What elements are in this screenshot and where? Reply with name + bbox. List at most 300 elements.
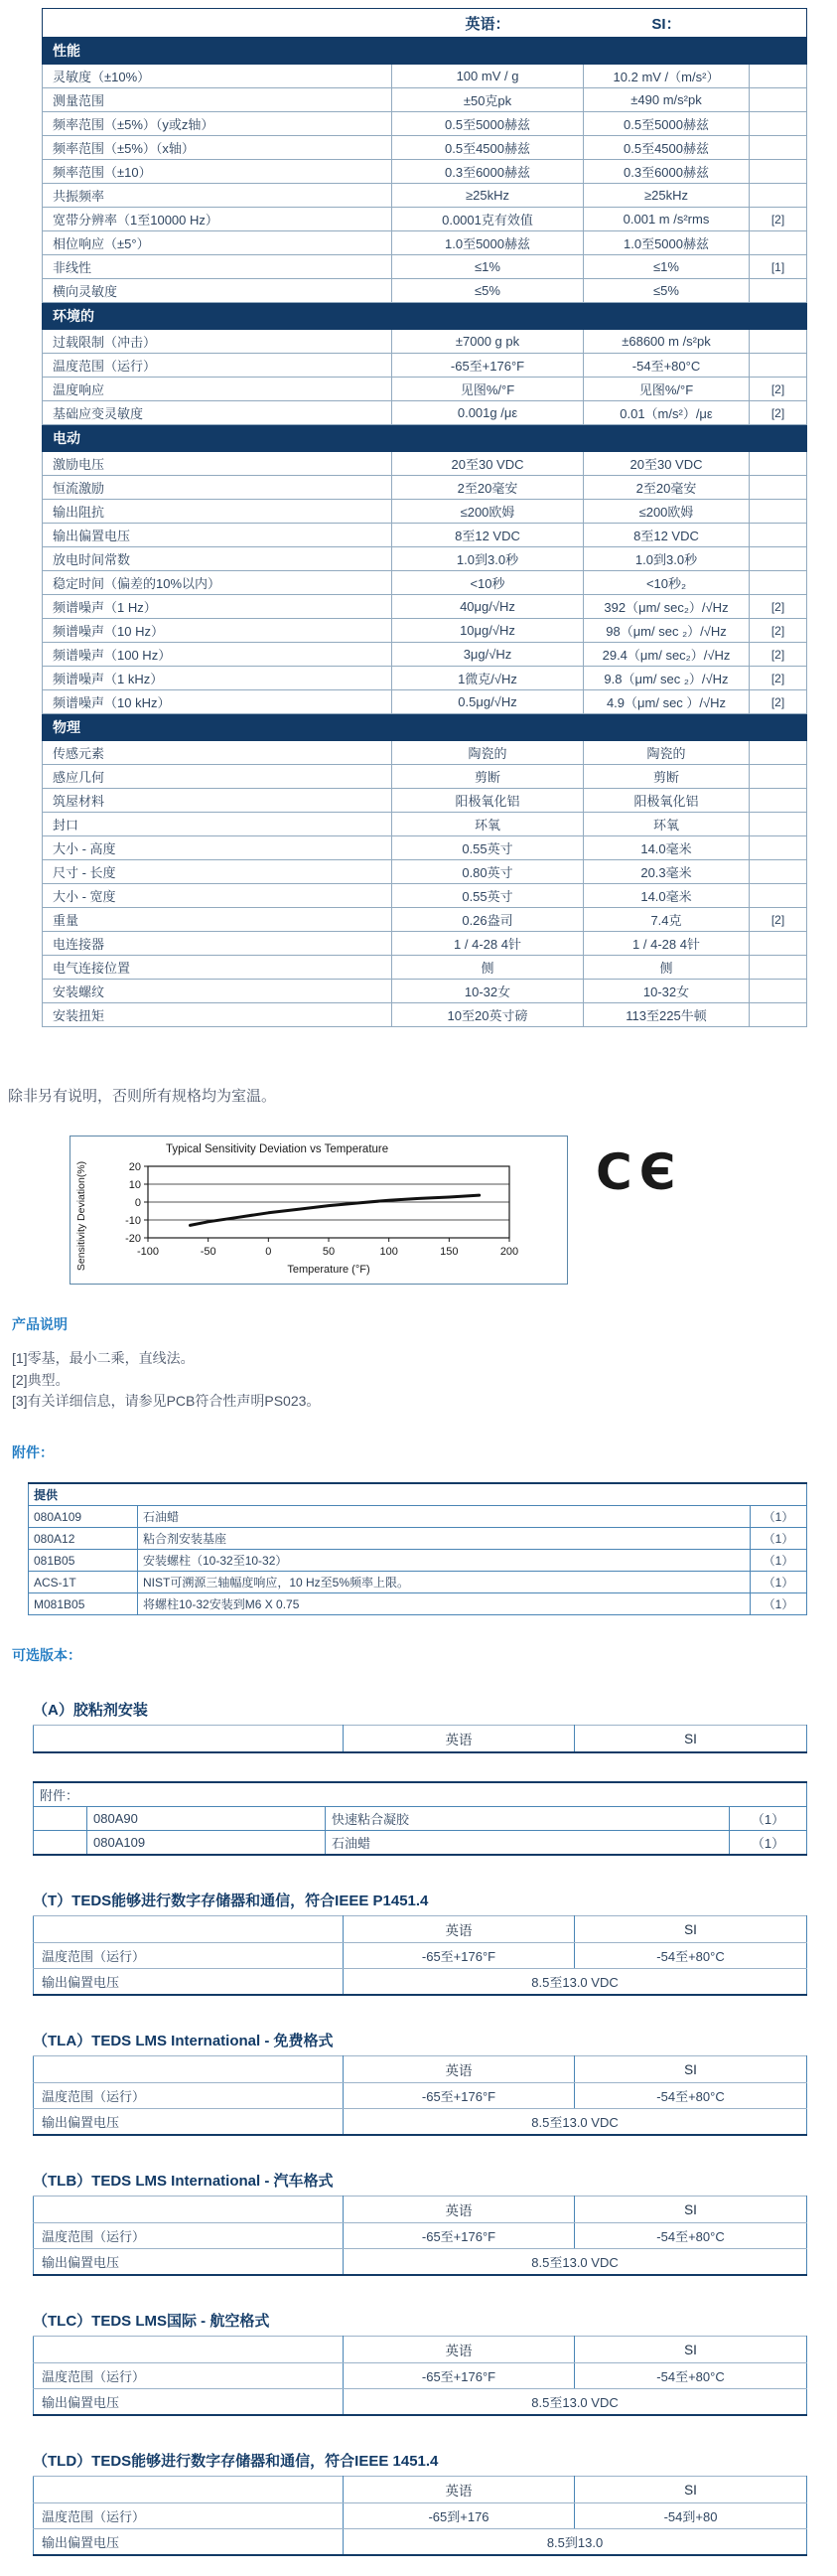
version-header-en: 英语 — [344, 2197, 575, 2223]
attachment-model: ACS-1T — [29, 1572, 138, 1593]
spec-value-en: 1.0至5000赫兹 — [392, 231, 584, 255]
version-heading-TLB: （TLB）TEDS LMS International - 汽车格式 — [33, 2173, 334, 2191]
spec-value-si: 10.2 mV /（m/s²） — [584, 65, 750, 88]
spec-value-en: 0.0001克有效值 — [392, 208, 584, 231]
spec-row — [43, 136, 807, 160]
version-attachment-desc: 快速粘合凝胶 — [326, 1807, 730, 1831]
spec-row — [43, 908, 807, 932]
attachment-desc: 将螺柱10-32安装到M6 X 0.75 — [138, 1593, 751, 1615]
version-table-T — [33, 1915, 807, 1996]
spec-value-en: 陶瓷的 — [392, 741, 584, 765]
version-label-cell: 温度范围（运行） — [34, 2363, 344, 2389]
spec-note-cell — [750, 279, 807, 303]
optional-versions-container — [0, 1699, 837, 2556]
svg-text:10: 10 — [128, 1179, 141, 1191]
spec-value-si: 侧 — [584, 956, 750, 980]
spec-label-cell: 温度响应 — [43, 378, 392, 401]
spec-value-si: 0.01（m/s²）/με — [584, 401, 750, 425]
version-heading-TLD: （TLD）TEDS能够进行数字存储器和通信，符合IEEE 1451.4 — [33, 2453, 439, 2471]
spec-section-header: 电动 — [43, 425, 807, 452]
svg-text:200: 200 — [499, 1246, 519, 1258]
attachment-model: M081B05 — [29, 1593, 138, 1615]
spec-label-cell: 传感元素 — [43, 741, 392, 765]
spec-label-cell: 大小 - 宽度 — [43, 884, 392, 908]
spec-value-si: 14.0毫米 — [584, 836, 750, 860]
version-attachments-header: 附件： — [34, 1782, 807, 1807]
version-attachment-desc: 石油蜡 — [326, 1831, 730, 1856]
spec-value-en: 3μg/√Hz — [392, 643, 584, 667]
spec-value-en: ≤1% — [392, 255, 584, 279]
spec-label-cell: 封口 — [43, 813, 392, 836]
spec-label-cell: 电连接器 — [43, 932, 392, 956]
spec-row — [43, 524, 807, 547]
version-header-empty — [34, 1916, 344, 1943]
spec-label-cell: 重量 — [43, 908, 392, 932]
spec-value-en: 0.55英寸 — [392, 884, 584, 908]
spec-value-en: 剪断 — [392, 765, 584, 789]
spec-note-cell — [750, 765, 807, 789]
spec-value-si: ±490 m/s²pk — [584, 88, 750, 112]
version-header-empty — [34, 2056, 344, 2083]
spec-section-row — [43, 38, 807, 65]
spec-label-cell: 频谱噪声（10 Hz） — [43, 619, 392, 643]
spec-row — [43, 741, 807, 765]
version-header-en: 英语 — [344, 2056, 575, 2083]
version-attachments-header-row — [34, 1782, 807, 1807]
spec-note-cell — [750, 500, 807, 524]
spec-value-en: 0.80英寸 — [392, 860, 584, 884]
spec-row — [43, 813, 807, 836]
room-temp-note: 除非另有说明，否则所有规格均为室温。 — [8, 1088, 277, 1105]
version-heading-TLC: （TLC）TEDS LMS国际 - 航空格式 — [33, 2313, 270, 2331]
spec-value-en: ±7000 g pk — [392, 330, 584, 354]
spec-value-en: <10秒 — [392, 571, 584, 595]
product-note-item: [3]有关详细信息，请参见PCB符合性声明PS023。 — [12, 1393, 321, 1410]
spec-value-en: 10μg/√Hz — [392, 619, 584, 643]
spec-row — [43, 836, 807, 860]
page-bottom-spacer — [0, 2556, 837, 2576]
version-header-row — [34, 2197, 807, 2223]
spec-label-cell: 恒流激励 — [43, 476, 392, 500]
spec-row — [43, 500, 807, 524]
spec-note-cell — [750, 452, 807, 476]
spec-label-cell: 安装扭矩 — [43, 1003, 392, 1027]
spec-note-cell — [750, 330, 807, 354]
version-row — [34, 1943, 807, 1969]
attachments-header-row — [29, 1483, 807, 1506]
spec-value-en: 见图%/°F — [392, 378, 584, 401]
spec-label-cell: 输出偏置电压 — [43, 524, 392, 547]
spec-row — [43, 884, 807, 908]
svg-text:20: 20 — [128, 1161, 141, 1173]
svg-text:-20: -20 — [125, 1233, 141, 1245]
svg-text:50: 50 — [322, 1246, 336, 1258]
version-value-si: -54至+80°C — [575, 1943, 807, 1969]
version-label-cell: 输出偏置电压 — [34, 2109, 344, 2136]
version-header-row — [34, 2477, 807, 2503]
spec-label-cell: 感应几何 — [43, 765, 392, 789]
spec-value-si: ≤200欧姆 — [584, 500, 750, 524]
version-row — [34, 2109, 807, 2136]
version-label-cell: 温度范围（运行） — [34, 2083, 344, 2109]
spec-note-cell: [1] — [750, 255, 807, 279]
spec-note-cell — [750, 1003, 807, 1027]
attachment-qty: （1） — [751, 1572, 807, 1593]
spec-table — [42, 8, 807, 1027]
spec-row — [43, 88, 807, 112]
spec-label-cell: 测量范围 — [43, 88, 392, 112]
attachments-table — [28, 1482, 807, 1615]
version-header-si: SI — [575, 2056, 807, 2083]
sensitivity-chart-icon — [70, 1136, 565, 1282]
spec-value-en: ±50克pk — [392, 88, 584, 112]
spec-value-en: 侧 — [392, 956, 584, 980]
spec-value-si: 113至225牛顿 — [584, 1003, 750, 1027]
version-attachment-row — [34, 1807, 807, 1831]
spec-note-cell — [750, 860, 807, 884]
spec-row — [43, 860, 807, 884]
spec-row — [43, 690, 807, 714]
spec-value-si: 20.3毫米 — [584, 860, 750, 884]
spec-note-cell — [750, 547, 807, 571]
spec-value-en: 1.0到3.0秒 — [392, 547, 584, 571]
version-merged-value: 8.5至13.0 VDC — [344, 2249, 807, 2276]
attachment-model: 080A109 — [29, 1506, 138, 1528]
version-header-empty — [34, 2477, 344, 2503]
attachment-row — [29, 1506, 807, 1528]
version-table-A — [33, 1725, 807, 1753]
spec-note-cell: [2] — [750, 401, 807, 425]
version-attachment-qty: （1） — [730, 1831, 807, 1856]
version-attachments-table-A — [33, 1781, 807, 1856]
spec-label-cell: 频谱噪声（1 kHz） — [43, 667, 392, 690]
spec-value-si: 0.3至6000赫兹 — [584, 160, 750, 184]
spec-note-cell — [750, 136, 807, 160]
version-row — [34, 2223, 807, 2249]
version-value-si: -54到+80 — [575, 2503, 807, 2529]
spec-note-cell — [750, 932, 807, 956]
spec-value-en: 10-32女 — [392, 980, 584, 1003]
spec-label-cell: 横向灵敏度 — [43, 279, 392, 303]
version-value-si: -54至+80°C — [575, 2363, 807, 2389]
spec-value-en: ≥25kHz — [392, 184, 584, 208]
version-header-row — [34, 1726, 807, 1753]
spec-note-cell: [2] — [750, 595, 807, 619]
spec-row — [43, 231, 807, 255]
attachment-qty: （1） — [751, 1528, 807, 1550]
attachment-qty: （1） — [751, 1593, 807, 1615]
spec-header-row — [43, 9, 807, 38]
svg-text:100: 100 — [379, 1246, 398, 1258]
spec-row — [43, 595, 807, 619]
spec-value-en: 环氧 — [392, 813, 584, 836]
spec-note-cell — [750, 184, 807, 208]
spec-note-cell: [2] — [750, 643, 807, 667]
spec-value-si: 环氧 — [584, 813, 750, 836]
spec-value-en: 20至30 VDC — [392, 452, 584, 476]
version-header-empty — [34, 2197, 344, 2223]
spec-value-en: 0.55英寸 — [392, 836, 584, 860]
attachment-row — [29, 1593, 807, 1615]
version-row — [34, 2389, 807, 2416]
spec-note-cell: [2] — [750, 619, 807, 643]
product-notes-title: 产品说明 — [12, 1316, 68, 1332]
spec-note-cell: [2] — [750, 378, 807, 401]
spec-value-si: 陶瓷的 — [584, 741, 750, 765]
spec-label-cell: 非线性 — [43, 255, 392, 279]
spec-value-en: ≤5% — [392, 279, 584, 303]
spec-label-cell: 筑屋材料 — [43, 789, 392, 813]
spec-label-cell: 频谱噪声（10 kHz） — [43, 690, 392, 714]
version-label-cell: 输出偏置电压 — [34, 2249, 344, 2276]
version-attachment-model: 080A109 — [87, 1831, 326, 1856]
version-value-en: -65到+176 — [344, 2503, 575, 2529]
spec-value-si: 1 / 4-28 4针 — [584, 932, 750, 956]
attachment-desc: 安装螺柱（10-32至10-32） — [138, 1550, 751, 1572]
spec-value-en: 0.3至6000赫兹 — [392, 160, 584, 184]
spec-value-en: 10至20英寸磅 — [392, 1003, 584, 1027]
product-notes-list — [12, 1348, 837, 1413]
spec-value-en: 40μg/√Hz — [392, 595, 584, 619]
column-header-si: SI： — [651, 15, 681, 33]
spec-row — [43, 765, 807, 789]
spec-value-si: 9.8（μm/ sec ₂）/√Hz — [584, 667, 750, 690]
version-attachment-model: 080A90 — [87, 1807, 326, 1831]
spec-label-cell: 稳定时间（偏差的10%以内） — [43, 571, 392, 595]
spec-note-cell — [750, 884, 807, 908]
version-label-cell: 输出偏置电压 — [34, 2529, 344, 2556]
version-value-si: -54至+80°C — [575, 2083, 807, 2109]
spec-label-cell: 频率范围（±5%）（y或z轴） — [43, 112, 392, 136]
spec-label-cell: 基础应变灵敏度 — [43, 401, 392, 425]
version-header-row — [34, 2337, 807, 2363]
spec-row — [43, 956, 807, 980]
product-note-item: [1]零基，最小二乘，直线法。 — [12, 1350, 195, 1366]
spec-row — [43, 547, 807, 571]
attachment-desc: NIST可溯源三轴幅度响应，10 Hz至5%频率上限。 — [138, 1572, 751, 1593]
spec-note-cell — [750, 789, 807, 813]
version-attachment-row — [34, 1831, 807, 1856]
spec-row — [43, 619, 807, 643]
spec-value-si: 0.5至4500赫兹 — [584, 136, 750, 160]
spec-note-cell — [750, 956, 807, 980]
spec-value-en: 0.26盎司 — [392, 908, 584, 932]
spec-section-row — [43, 714, 807, 741]
spec-row — [43, 208, 807, 231]
version-header-en: 英语 — [344, 2337, 575, 2363]
spec-value-si: 29.4（μm/ sec₂）/√Hz — [584, 643, 750, 667]
spec-value-si: 0.5至5000赫兹 — [584, 112, 750, 136]
spec-row — [43, 354, 807, 378]
spec-label-cell: 频率范围（±5%）（x轴） — [43, 136, 392, 160]
spec-note-cell — [750, 980, 807, 1003]
svg-text:-10: -10 — [125, 1215, 141, 1227]
spec-label-cell: 频谱噪声（100 Hz） — [43, 643, 392, 667]
attachment-model: 081B05 — [29, 1550, 138, 1572]
spec-note-cell: [2] — [750, 667, 807, 690]
spec-label-cell: 频率范围（±10） — [43, 160, 392, 184]
spec-row — [43, 643, 807, 667]
spec-section-header: 性能 — [43, 38, 807, 65]
spec-label-cell: 尺寸 - 长度 — [43, 860, 392, 884]
spec-section-row — [43, 303, 807, 330]
spec-value-en: -65至+176°F — [392, 354, 584, 378]
spec-note-cell — [750, 231, 807, 255]
spec-note-cell — [750, 88, 807, 112]
sensitivity-chart-box — [70, 1136, 568, 1285]
spec-note-cell — [750, 524, 807, 547]
spec-note-cell — [750, 354, 807, 378]
version-header-si: SI — [575, 2337, 807, 2363]
version-row — [34, 2363, 807, 2389]
spec-value-en: 8至12 VDC — [392, 524, 584, 547]
spec-section-row — [43, 425, 807, 452]
spec-value-si: ≤1% — [584, 255, 750, 279]
version-value-en: -65至+176°F — [344, 2083, 575, 2109]
spec-note-cell: [2] — [750, 908, 807, 932]
version-heading-T: （T）TEDS能够进行数字存储器和通信，符合IEEE P1451.4 — [33, 1893, 429, 1910]
attachment-row — [29, 1572, 807, 1593]
spec-label-cell: 大小 - 高度 — [43, 836, 392, 860]
spec-row — [43, 401, 807, 425]
spec-value-si: 见图%/°F — [584, 378, 750, 401]
svg-text:-100: -100 — [136, 1246, 160, 1258]
spec-row — [43, 112, 807, 136]
attachment-desc: 石油蜡 — [138, 1506, 751, 1528]
version-label-cell: 温度范围（运行） — [34, 2223, 344, 2249]
version-value-si: -54至+80°C — [575, 2223, 807, 2249]
svg-text:150: 150 — [440, 1246, 459, 1258]
version-header-si: SI — [575, 1726, 807, 1753]
spec-value-si: 8至12 VDC — [584, 524, 750, 547]
spec-label-cell: 激励电压 — [43, 452, 392, 476]
attachment-qty: （1） — [751, 1550, 807, 1572]
version-label-cell: 输出偏置电压 — [34, 1969, 344, 1996]
spec-note-cell: [2] — [750, 690, 807, 714]
spec-note-cell — [750, 813, 807, 836]
spec-value-en: 阳极氧化铝 — [392, 789, 584, 813]
svg-text:0: 0 — [265, 1246, 272, 1258]
version-attachment-blank — [34, 1807, 87, 1831]
version-header-en: 英语 — [344, 2477, 575, 2503]
spec-row — [43, 476, 807, 500]
spec-label-cell: 共振频率 — [43, 184, 392, 208]
spec-value-si: 剪断 — [584, 765, 750, 789]
spec-row — [43, 330, 807, 354]
spec-note-cell — [750, 160, 807, 184]
spec-label-cell: 电气连接位置 — [43, 956, 392, 980]
spec-row — [43, 667, 807, 690]
version-table-TLD — [33, 2476, 807, 2556]
version-header-empty — [34, 1726, 344, 1753]
version-label-cell: 温度范围（运行） — [34, 1943, 344, 1969]
attachment-qty: （1） — [751, 1506, 807, 1528]
spec-value-si: 20至30 VDC — [584, 452, 750, 476]
version-header-si: SI — [575, 2477, 807, 2503]
version-value-en: -65至+176°F — [344, 1943, 575, 1969]
spec-value-en: 0.001g /με — [392, 401, 584, 425]
spec-row — [43, 255, 807, 279]
version-row — [34, 2503, 807, 2529]
spec-value-en: 1微克/√Hz — [392, 667, 584, 690]
spec-row — [43, 279, 807, 303]
spec-note-cell — [750, 112, 807, 136]
spec-label-cell: 过载限制（冲击） — [43, 330, 392, 354]
spec-section-header: 环境的 — [43, 303, 807, 330]
spec-value-en: 1 / 4-28 4针 — [392, 932, 584, 956]
version-row — [34, 1969, 807, 1996]
version-table-TLA — [33, 2055, 807, 2136]
version-merged-value: 8.5到13.0 — [344, 2529, 807, 2556]
spec-row — [43, 1003, 807, 1027]
spec-value-en: 0.5μg/√Hz — [392, 690, 584, 714]
spec-value-si: 1.0到3.0秒 — [584, 547, 750, 571]
svg-text:-50: -50 — [200, 1246, 216, 1258]
spec-row — [43, 571, 807, 595]
version-merged-value: 8.5至13.0 VDC — [344, 2389, 807, 2416]
attachments-header-cell: 提供 — [29, 1483, 807, 1506]
spec-label-cell: 安装螺纹 — [43, 980, 392, 1003]
spec-value-si: 14.0毫米 — [584, 884, 750, 908]
spec-row — [43, 932, 807, 956]
version-merged-value: 8.5至13.0 VDC — [344, 2109, 807, 2136]
spec-value-si: 4.9（μm/ sec ）/√Hz — [584, 690, 750, 714]
spec-value-en: 0.5至4500赫兹 — [392, 136, 584, 160]
version-header-row — [34, 2056, 807, 2083]
spec-note-cell — [750, 65, 807, 88]
column-header-en: 英语： — [465, 15, 510, 33]
version-heading-A: （A）胶粘剂安装 — [33, 1702, 148, 1720]
spec-row — [43, 184, 807, 208]
spec-value-si: 392（μm/ sec₂）/√Hz — [584, 595, 750, 619]
version-header-si: SI — [575, 2197, 807, 2223]
svg-text:Typical Sensitivity Deviation: Typical Sensitivity Deviation vs Temperature — [166, 1143, 389, 1155]
spec-label-cell: 频谱噪声（1 Hz） — [43, 595, 392, 619]
spec-value-si: 7.4克 — [584, 908, 750, 932]
optional-versions-title: 可选版本： — [12, 1647, 81, 1664]
spec-header-note-empty — [750, 9, 807, 38]
version-merged-value: 8.5至13.0 VDC — [344, 1969, 807, 1996]
version-label-cell: 输出偏置电压 — [34, 2389, 344, 2416]
spec-row — [43, 160, 807, 184]
spec-note-cell — [750, 741, 807, 765]
version-row — [34, 2249, 807, 2276]
spec-value-en: 2至20毫安 — [392, 476, 584, 500]
attachment-model: 080A12 — [29, 1528, 138, 1550]
chart-row — [70, 1136, 837, 1285]
spec-value-si: 阳极氧化铝 — [584, 789, 750, 813]
version-header-si: SI — [575, 1916, 807, 1943]
spec-note-cell — [750, 476, 807, 500]
spec-value-si: 98（μm/ sec ₂）/√Hz — [584, 619, 750, 643]
spec-value-si: ≤5% — [584, 279, 750, 303]
version-row — [34, 2083, 807, 2109]
version-table-TLB — [33, 2196, 807, 2276]
spec-value-si: 10-32女 — [584, 980, 750, 1003]
version-attachment-qty: （1） — [730, 1807, 807, 1831]
attachment-row — [29, 1528, 807, 1550]
spec-value-si: -54至+80°C — [584, 354, 750, 378]
svg-text:Temperature (°F): Temperature (°F) — [287, 1264, 370, 1276]
version-header-row — [34, 1916, 807, 1943]
spec-header-empty — [43, 9, 392, 38]
spec-row — [43, 980, 807, 1003]
version-header-en: 英语 — [344, 1916, 575, 1943]
attachments-title: 附件： — [12, 1444, 54, 1461]
version-heading-TLA: （TLA）TEDS LMS International - 免费格式 — [33, 2033, 334, 2050]
spec-value-si: <10秒₂ — [584, 571, 750, 595]
spec-label-cell: 相位响应（±5°） — [43, 231, 392, 255]
